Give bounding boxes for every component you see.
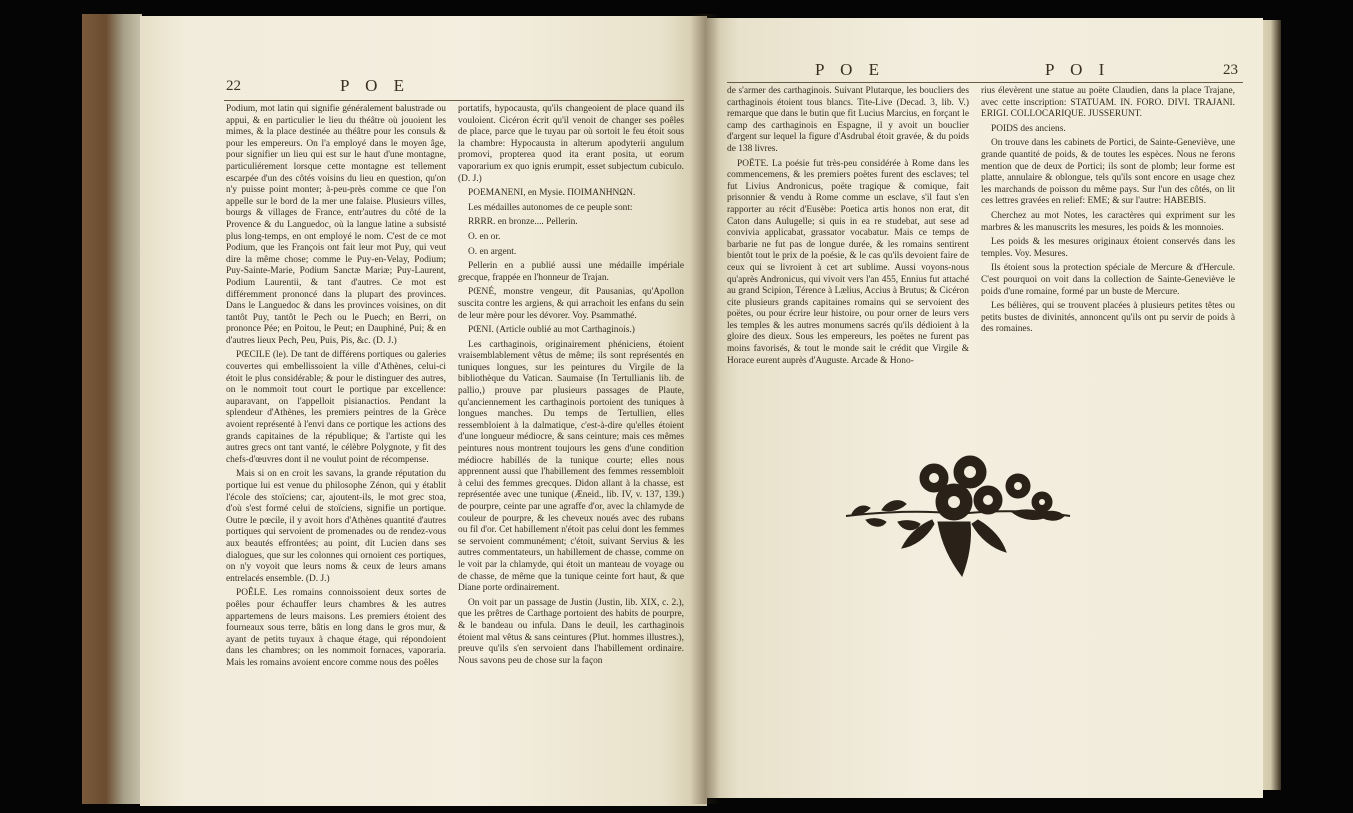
- left-page-title: P O E: [340, 76, 410, 95]
- book-gutter: [690, 14, 720, 804]
- entry-poemaneni-silver: O. en argent.: [468, 246, 517, 257]
- entry-poids-notes: Cherchez au mot Notes, les caractères qui expriment sur les marbres & les manuscrits les mesures, les poids & les monnoies.: [981, 210, 1235, 233]
- right-column-1: [727, 86, 969, 370]
- entry-poids-belieres: Les bélières, qui se trouvent placées à plusieurs petites têtes ou petits bustes de divinités, annoncent qu'ils ont pu servir de poids à des romaines.: [981, 301, 1235, 335]
- entry-poids-temples: Les poids & les mesures originaux étoient conservés dans les temples. Voy. Mesures.: [981, 237, 1235, 259]
- right-header-rule: [727, 82, 1243, 83]
- entry-poete-continued: rius élevèrent une statue au poëte Claudien, dans la place Trajane, avec cette inscription: STATUAM. IN. FORO. DIVI. TRAJANI. ERIGI. COLLOCARIQUE. JUSSERUNT.: [981, 86, 1235, 120]
- entry-poecile: PŒCILE (le). De tant de différens portiques ou galeries couvertes qui embellissoient la ville d'Athènes, celui-ci étoit le plus considérable; & pour le distinguer des autres, on le nommoit tout court le portique par excellence: auparavant, on l'appelloit pisianactios. Pendant la splendeur d'Athènes, les premiers peintres de la Grèce avoient représenté à l'envi dans ce portique les actions des grands capitaines de la république; & l'artiste qui les autres grecs ont tant vanté, le célèbre Polygnote, y fit des chefs-d'œuvres dont il ne voulut point de récompense.: [226, 350, 446, 465]
- entry-poids-mercure: Ils étoient sous la protection spéciale de Mercure & d'Hercule. C'est pourquoi on voit dans la collection de Sainte-Geneviève le poids d'une romaine, formé par un buste de Mercure.: [981, 263, 1235, 297]
- entry-poids-heading: POIDS des anciens.: [991, 123, 1066, 134]
- left-header-rule: [224, 100, 684, 101]
- entry-poids-portici: On trouve dans les cabinets de Portici, de Sainte-Geneviève, une grande quantité de poids, & de toutes les espèces. Nous ne ferons mention que de deux de Portici; ils sont de plomb; leur forme est platte, annulaire & oblongue, tels qu'ils sont encore en usage chez les marchands de poisson du même pays. Sur l'un des côtés, on lit ces lettres gravées en relief: EME; & sur l'autre: HABEBIS.: [981, 138, 1235, 207]
- floral-vignette-icon: [842, 452, 1074, 584]
- left-column-1: [226, 104, 446, 673]
- entry-poemaneni-gold: O. en or.: [468, 231, 501, 242]
- entry-poemaneni-bronze: RRRR. en bronze.... Pellerin.: [468, 217, 578, 228]
- entry-poele-continued: portatifs, hypocausta, qu'ils changeoient de place quand ils vouloient. Cicéron écrit qu'il venoit de changer ses poêles de place, parce que le tuyau par où sortoit le feu étoit sous la chambre: Hypocausta in alterum apodyterii angulum promovi, propterea quod ita erant posita, ut eorum vaporarium ex quo ignis erumpit, esset subjectum cubiculo. (D. J.): [458, 104, 684, 184]
- entry-poeni-text: Les carthaginois, originairement phéniciens, étoient vraisemblablement vêtus de même; ils sont représentés en tuniques longues, sur les peintures du Virgile de la bibliothèque du Vatican. Saumaise (In Tertullianis lib. de pallio,) prouve par plusieurs passages de Plaute, qu'anciennement les carthaginois portoient des tuniques à longues manches. Du temps de Tertullien, elles ressembloient à la dalmatique, c'est-à-dire qu'elles étoient d'une longueur médiocre, & sans ceinture; mais ces mêmes peintures nous montrent toujours les gens d'une condition médiocre habillés de la tunique courte; elles nous apprennent aussi que l'habillement des femmes ressembloit à celui des femmes grecques. Didon allant à la chasse, est représentée avec une tunique (Æneid., lib. IV, v. 137, 139.) de pourpre, ceinte par une agraffe d'or, avec la chlamyde de couleur de pourpre, & les cheveux noués avec des rubans ou fil d'or. Cet habillement n'étoit pas celui dont les femmes se servoient communément; c'étoit, suivant Servius & les autres commentateurs, un habillement de chasse, comme on le voit par la chlamyde, qui étoit un manteau de voyage ou de chasse, de même que la tunique ceinte fort haut, & que Diane porte ordinairement.: [458, 339, 684, 594]
- left-page-number: 22: [226, 78, 241, 94]
- entry-poeni: PŒNI. (Article oublié au mot Carthaginois.): [468, 325, 635, 336]
- right-page-title-right: P O I: [1045, 60, 1111, 79]
- entry-poete: POËTE. La poésie fut très-peu considérée à Rome dans les commencemens, & les premiers poëtes furent des esclaves; tel fut Livius Andronicus, poëte tragique & comique, fait prisonnier & vendu à Rome comme un esclave, s'il faut s'en rapporter au récit d'Eusèbe: Poetica artis honos non erat, dit Caton dans Aulugelle; si quis in ea re studebat, aut sese ad convivia applicabat, grassator vocabatur. Mais ce temps de barbarie ne fut pas de longue durée, & les romains sentirent bientôt tout le prix de la poésie, & le cas qu'ils devoient faire de ceux qui se livroient à cet art sublime. Aussi voyons-nous qu'après Andronicus, qui vivoit vers l'an 455, Ennius fut attaché au grand Scipion, Térence à Lælius, Accius à Brutus; & Cicéron cite plusieurs grands capitaines romains qui se servoient des poëtes, ou pour écrire leur histoire, ou pour orner de leurs vers les temples & les autres monumens sacrés qu'ils dédioient à la gloire des dieux. Sous les empereurs, les poëtes ne furent pas moins favorisés, & tout le monde sait le crédit que Virgile & Horace eurent auprès d'Auguste. Arcade & Hono-: [727, 158, 969, 366]
- entry-poeni-justin: On voit par un passage de Justin (Justin, lib. XIX, c. 2.), que les prêtres de Carthage portoient des habits de pourpre, & le bandeau ou infula. Dans le deuil, les carthaginois étoient mal vêtus & sans ceintures (Plut. hommes illustres.), preuve qu'ils s'en servoient dans l'habillement ordinaire. Nous savons peu de chose sur la façon: [458, 597, 684, 666]
- right-page: [705, 18, 1263, 798]
- book-cover-edge-left: [82, 14, 142, 804]
- entry-poemaneni: POEMANENI, en Mysie. ΠΟΙΜΑΝΗΝΩΝ.: [468, 188, 636, 199]
- left-column-2: [458, 104, 684, 670]
- entry-poele: POÊLE. Les romains connoissoient deux sortes de poêles pour échauffer leurs chambres & les autres appartemens de leurs maisons. Les premiers étoient des fourneaux sous terre, bâtis en long dans le gros mur, & ayant de petits tuyaux à chaque étage, qui répondoient dans les chambres; on les nommoit fornaces, vaporaria. Mais les romains avoient encore comme nous des poêles: [226, 588, 446, 668]
- right-column-2: [981, 86, 1235, 339]
- entry-poeni-continued: de s'armer des carthaginois. Suivant Plutarque, les boucliers des carthaginois étoient tous blancs. Tite-Live (Decad. 3, lib. V.) remarque que dans le butin que fit Lucius Marcius, en forçant le camp des carthaginois en Espagne, il y avoit un bouclier d'argent sur lequel la figure d'Asdrubal étoit gravée, & du poids de 138 livres.: [727, 86, 969, 154]
- left-page: [140, 16, 707, 806]
- entry-poene: PŒNÉ, monstre vengeur, dit Pausanias, qu'Apollon suscita contre les argiens, & qui arrachoit les enfans du sein de leur mère pour les dévorer. Voy. Psammathé.: [458, 287, 684, 321]
- entry-poemaneni-medals: Les médailles autonomes de ce peuple sont:: [468, 202, 633, 213]
- entry-poemaneni-pellerin: Pellerin en a publié aussi une médaille impériale grecque, frappée en l'honneur de Trajan.: [458, 261, 684, 283]
- right-page-title-left: P O E: [815, 60, 885, 79]
- entry-poecile-continued: Mais si on en croit les savans, la grande réputation du portique lui est venue du philosophe Zénon, qui y établit l'école des stoïciens; car, ajoutent-ils, le mot grec stoa, d'où s'est formé celui de stoïciens, signifie un portique. Outre le pœcile, il y avoit hors d'Athènes quantité d'autres portiques qui servoient de promenades ou de rendez-vous aux beautés effrontées; au point, dit Lucien dans ses dialogues, que sur les colonnes qui ornoient ces portiques, on n'y voyoit que leurs noms & ceux de leurs amans entrelacés ensemble. (D. J.): [226, 469, 446, 584]
- right-page-number: 23: [1223, 62, 1238, 78]
- entry-podium: Podium, mot latin qui signifie généralement balustrade ou appui, & en particulier le lieu du théâtre où jouoient les mimes, & la place destinée au théâtre pour les consuls & pour les empereurs. On l'a employé dans le moyen âge, pour signifier un lieu qui est sur le haut d'une montagne, particuliérement lorsque cette montagne est tellement escarpée d'un des côtés voisins du lieu en question, qu'on n'y puisse point monter; à-peu-près comme ce que l'on appelle sur le bord de la mer une falaise. Plusieurs villes, bourgs & villages de France, entr'autres du côté de la Provence & du Languedoc, où la langue latine a subsisté plus long-temps, en ont employé le nom. C'est de ce mot Podium, que les François ont fait leur mot Puy, qui veut dire la même chose; comme le Puy-en-Velay, Podium; Puy-Sainte-Marie, Podium Sanctæ Mariæ; Puy-Laurent, Podium Laurentii, & tant d'autres. Ce mot est différemment prononcé dans la plupart des provinces. Dans le Languedoc & dans les provinces voisines, on dit tantôt Puy, tantôt le Pech ou le Puech; en Berri, on prononce Pée; en Poitou, le Peut; en Dauphiné, Pui; & en d'autres lieux Pech, Peu, Puis, Pis, &c. (D. J.): [226, 104, 446, 346]
